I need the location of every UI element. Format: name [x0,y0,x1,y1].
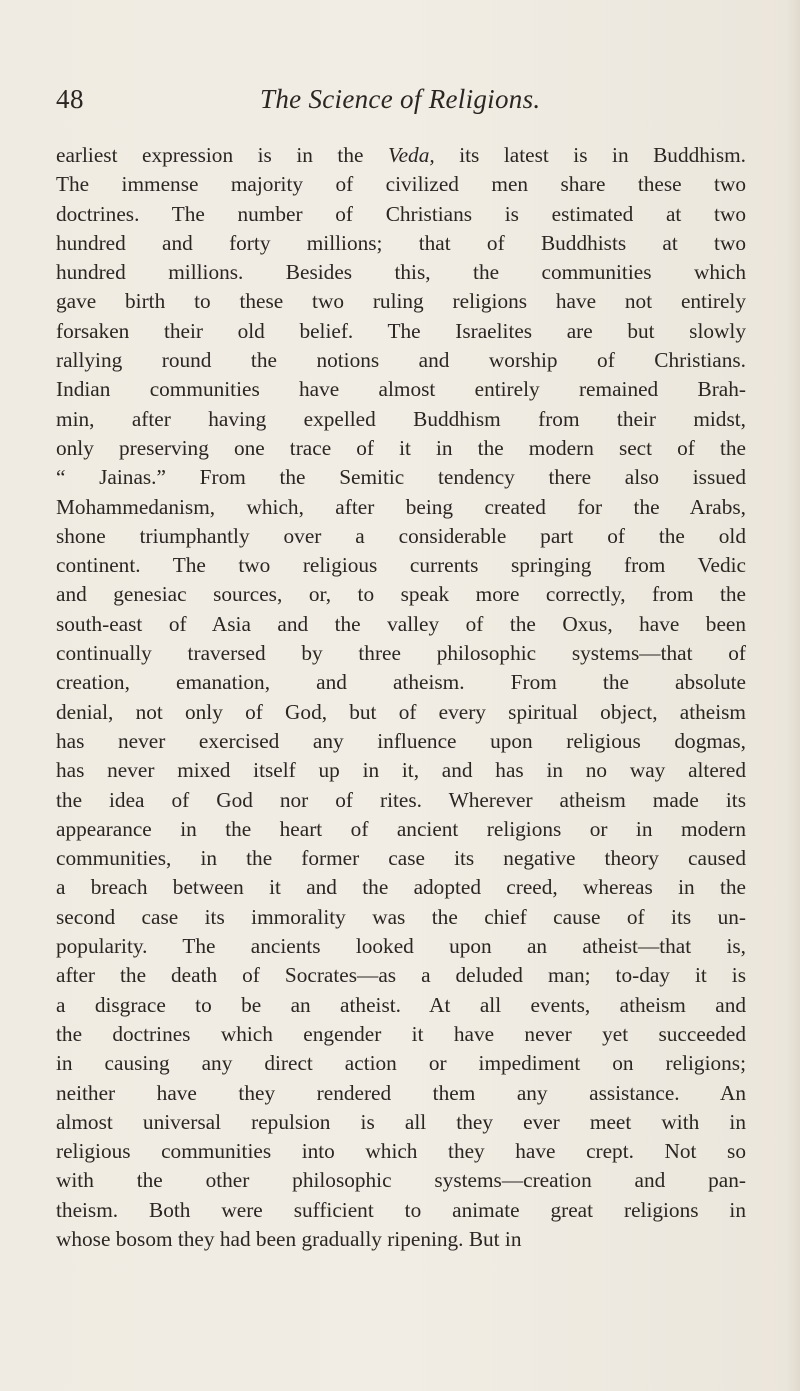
text-line: a breach between it and the adopted creed, whereas in the [56,875,746,900]
text-line: second case its immorality was the chief cause of its un- [56,904,746,929]
text-line: hundred and forty millions; that of Buddhists at two [56,230,746,255]
text-line: neither have they rendered them any assistance. An [56,1080,746,1105]
text-line: the doctrines which engender it have never yet succeeded [56,1021,746,1046]
page-edge-shadow [786,0,800,1391]
text-segment: earliest expression is in the [56,143,388,167]
text-line [56,141,746,170]
text-line: hundred millions. Besides this, the communities which [56,260,746,285]
text-line: “ Jainas.” From the Semitic tendency there also issued [56,465,746,490]
text-line: denial, not only of God, but of every spiritual object, atheism [56,699,746,724]
text-line: shone triumphantly over a considerable part of the old [56,523,746,548]
text-line: Indian communities have almost entirely remained Brah- [56,377,746,402]
text-line: with the other philosophic systems—creation and pan- [56,1168,746,1193]
text-line: creation, emanation, and atheism. From the absolute [56,670,746,695]
text-line: after the death of Socrates—as a deluded man; to-day it is [56,963,746,988]
text-line: The immense majority of civilized men share these two [56,172,746,197]
text-line: theism. Both were sufficient to animate great religions in [56,1197,746,1222]
text-line: and genesiac sources, or, to speak more correctly, from the [56,582,746,607]
text-line: religious communities into which they have crept. Not so [56,1139,746,1164]
text-line: has never exercised any influence upon religious dogmas, [56,728,746,753]
text-line: rallying round the notions and worship of Christians. [56,348,746,373]
running-head: The Science of Religions. [260,84,541,114]
text-line: the idea of God nor of rites. Wherever atheism made its [56,787,746,812]
text-line: doctrines. The number of Christians is estimated at two [56,201,746,226]
text-segment: its latest is in Buddhism. [434,143,746,167]
text-line: min, after having expelled Buddhism from their midst, [56,406,746,431]
text-line: in causing any direct action or impediment on religions; [56,1051,746,1076]
text-line: continually traversed by three philosophic systems—that of [56,641,746,666]
text-line: only preserving one trace of it in the modern sect of the [56,435,746,460]
text-line: popularity. The ancients looked upon an atheist—that is, [56,934,746,959]
text-line: whose bosom they had been gradually ripening. But in [56,1226,522,1251]
text-line: communities, in the former case its negative theory caused [56,846,746,871]
text-line: forsaken their old belief. The Israelites are but slowly [56,318,746,343]
text-line: appearance in the heart of ancient religions or in modern [56,816,746,841]
text-line: south-east of Asia and the valley of the Oxus, have been [56,611,746,636]
italic-word: Veda, [387,143,435,167]
page-header [56,84,746,124]
text-line: gave birth to these two ruling religions have not entirely [56,289,746,314]
page-number: 48 [56,84,84,114]
body-text [56,141,746,1254]
text-line: a disgrace to be an atheist. At all events, atheism and [56,992,746,1017]
text-line: continent. The two religious currents springing from Vedic [56,553,746,578]
text-line: Mohammedanism, which, after being created for the Arabs, [56,494,746,519]
text-line: almost universal repulsion is all they ever meet with in [56,1109,746,1134]
text-line: has never mixed itself up in it, and has in no way altered [56,758,746,783]
